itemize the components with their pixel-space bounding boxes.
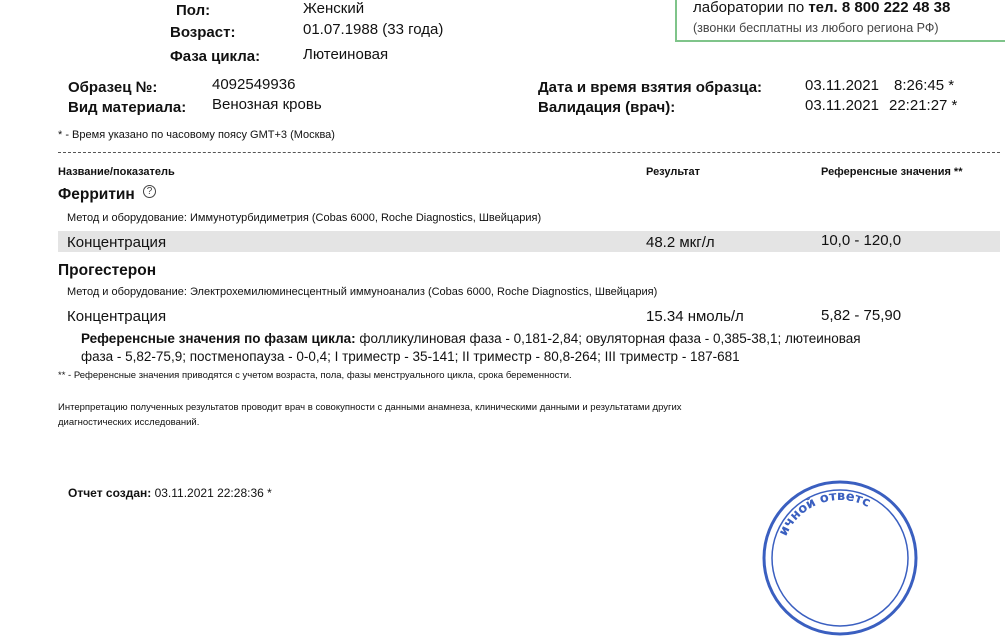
stamp-text (776, 489, 873, 538)
test-param-progesterone: Концентрация (67, 308, 167, 325)
cycle-phase-label: Фаза цикла: (170, 48, 261, 65)
test-param-ferritin: Концентрация (67, 234, 167, 251)
phase-reference-label: Референсные значения по фазам цикла: (81, 331, 356, 346)
timezone-note: * - Время указано по часовому поясу GMT+3 (Москва) (58, 129, 335, 141)
age-label: Возраст: (170, 24, 236, 41)
interpretation-line-1: Интерпретацию полученных результатов проводит врач в совокупности с данными анамнеза, клиническими данными и результатами других (58, 402, 682, 413)
info-circle-icon[interactable]: ? (143, 185, 156, 198)
contact-phone: тел. 8 800 222 48 38 (808, 0, 951, 16)
contact-line-1 (693, 0, 950, 16)
report-created-label: Отчет создан: (68, 486, 152, 500)
separator-dashed (58, 152, 1000, 153)
sample-taken-date: 03.11.2021 (805, 77, 879, 94)
sample-number-label: Образец №: (68, 79, 158, 96)
contact-line-2: (звонки бесплатны из любого региона РФ) (693, 21, 939, 35)
report-created (68, 486, 272, 500)
material-value: Венозная кровь (212, 96, 322, 113)
sample-taken-time: 8:26:45 * (894, 77, 955, 94)
contact-prefix: лаборатории по (693, 0, 809, 16)
phase-reference-line-2: фаза - 5,82-75,9; постменопауза - 0-0,4; I триместр - 35-141; II триместр - 80,8-264; III триместр - 187-681 (81, 349, 740, 364)
validation-time: 22:21:27 * (889, 97, 958, 114)
material-label: Вид материала: (68, 99, 187, 116)
reference-footnote: ** - Референсные значения приводятся с учетом возраста, пола, фазы менструального цикла, срока беременности. (58, 370, 572, 381)
test-title-ferritin: Ферритин (58, 186, 135, 203)
col-header-name: Название/показатель (58, 166, 175, 178)
phase-reference-text-1: фолликулиновая фаза - 0,181-2,84; овуляторная фаза - 0,385-38,1; лютеиновая (355, 331, 861, 346)
sample-taken-label: Дата и время взятия образца: (538, 79, 763, 96)
sample-number-value: 4092549936 (212, 76, 296, 93)
stamp-text-path: ичной ответс (776, 488, 873, 539)
col-header-reference: Референсные значения ** (821, 166, 963, 178)
test-result-progesterone: 15.34 нмоль/л (646, 308, 744, 325)
test-result-ferritin: 48.2 мкг/л (646, 234, 715, 251)
sex-value: Женский (303, 0, 365, 17)
test-reference-progesterone: 5,82 - 75,90 (821, 307, 902, 324)
test-reference-ferritin: 10,0 - 120,0 (821, 232, 902, 249)
cycle-phase-value: Лютеиновая (303, 46, 389, 63)
age-value: 01.07.1988 (33 года) (303, 21, 444, 38)
col-header-result: Результат (646, 166, 701, 178)
sex-label: Пол: (176, 2, 211, 19)
interpretation-line-2: диагностических исследований. (58, 417, 200, 428)
report-created-value: 03.11.2021 22:28:36 * (151, 486, 272, 500)
phase-reference-line-1 (81, 331, 861, 346)
seal-stamp (760, 478, 920, 638)
validation-date: 03.11.2021 (805, 97, 879, 114)
validation-label: Валидация (врач): (538, 99, 676, 116)
test-method-progesterone: Метод и оборудование: Электрохемилюминесцентный иммуноанализ (Cobas 6000, Roche Diagnostics, Швейцария) (67, 286, 658, 298)
test-method-ferritin: Метод и оборудование: Иммунотурбидиметрия (Cobas 6000, Roche Diagnostics, Швейцария) (67, 212, 542, 224)
test-title-progesterone: Прогестерон (58, 262, 157, 279)
